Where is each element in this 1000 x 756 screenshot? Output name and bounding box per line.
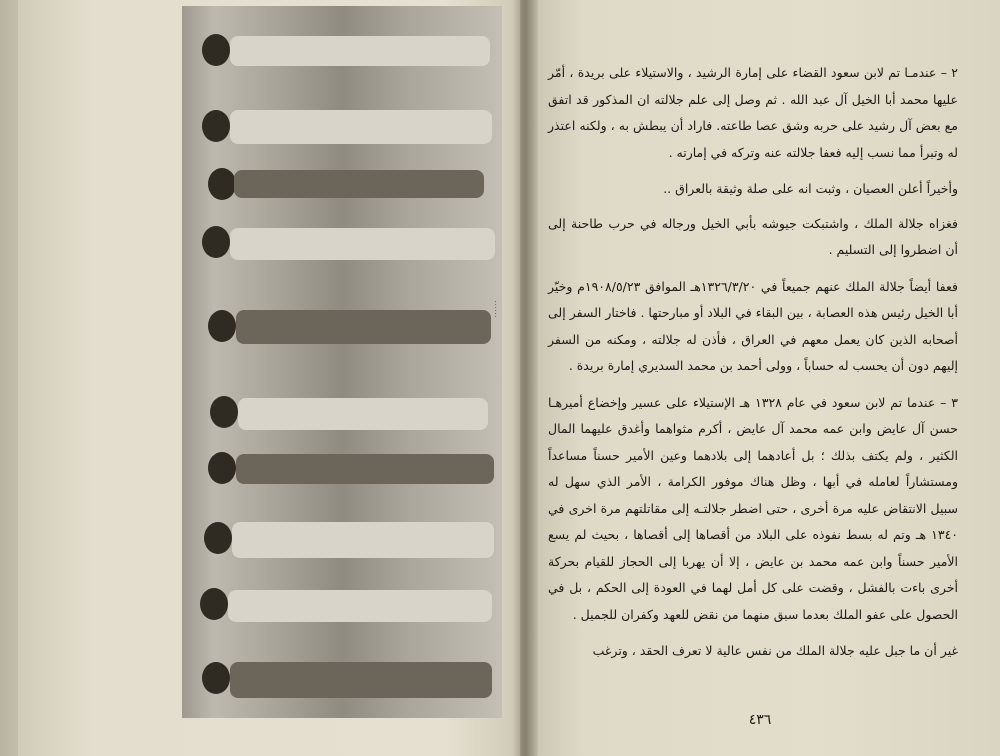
body-text xyxy=(548,60,958,675)
page-number: ٤٣٦ xyxy=(748,712,772,728)
group-photograph xyxy=(182,6,502,718)
paragraph-1: ٢ – عندمـا تم لابن سعود القضاء على إمارة الرشيد ، والاستيلاء على بريدة ، أمّر عليها محمد أبا الخيل آل عبد الله . ثم وصل إلى علم جلالته ان المذكور قد اتفق مع بعض آل رشيد على حربه وشق عصا طاعته. فاراد أن يبطش به ، ولكنه اعتذر له وتبرأ مما نسب إليه فعفا جلالته عنه وتركه في إمارته . xyxy=(548,65,958,160)
photo-figures xyxy=(182,6,502,718)
paragraph-2: وأخيراً أعلن العصيان ، وثبت انه على صلة وثيقة بالعراق .. xyxy=(663,181,958,196)
paragraph-4: فعفا أيضاً جلالة الملك عنهم جميعاً في ١٣٢٦/٣/٢٠هـ الموافق ١٩٠٨/٥/٢٣م وخيّر أبا الخيل رئيس هذه العصابة ، بين البقاء في البلاد أو مبارحتها . فاختار السفر إلى أصحابه الذين كان يعمل معهم في العراق ، فأذن له جلالته ، ومكنه من السفر إليهم دون أن يحسب له حساباً ، وولى أحمد بن محمد السديري إمارة بريدة . xyxy=(548,278,958,373)
paragraph-3: فغزاه جلالة الملك ، واشتبكت جيوشه بأبي الخيل ورجاله في حرب طاحنة إلى أن اضطروا إلى التسليم . xyxy=(548,215,958,257)
paragraph-5: ٣ – عندما تم لابن سعود في عام ١٣٢٨ هـ الإستيلاء على عسير وإخضاع أميرهـا حسن آل عايض وابن عمه محمد آل عايض ، أكرم مثواهما وأغدق عليهما المال الكثير ، ولم يكتف بذلك ؛ بل أعادهما إلى بلادهما وعين الأمير حسناً مساعداً ومستشاراً لعامله في أبها ، وظل هناك موفور الكرامة ، الأمر الذي سهل له سبيل الانتقاض عليه مرة أخرى ، حتى اضطر جلالتـه إلى مقاتلتهم مرة اخرى في ١٣٤٠ هـ وتم له بسط نفوذه على البلاد من أقصاها إلى أقصاها ، بحيث لم يسع الأمير حسناً وابن عمه محمد بن عايض ، إلا أن يهربا إلى الحجاز للقيام بحركة أخرى باءت بالفشل ، وقضت على كل أمل لهما في العودة إلى الحكم ، بل في الحصول على عفو الملك بعدما سبق منهما من نقض للعهد وكفران للجميل . xyxy=(548,394,958,622)
paragraph-6: غير أن ما جبل عليه جلالة الملك من نفس عالية لا تعرف الحقد ، وترغب xyxy=(592,643,958,658)
photo-caption: …… xyxy=(492,300,502,318)
